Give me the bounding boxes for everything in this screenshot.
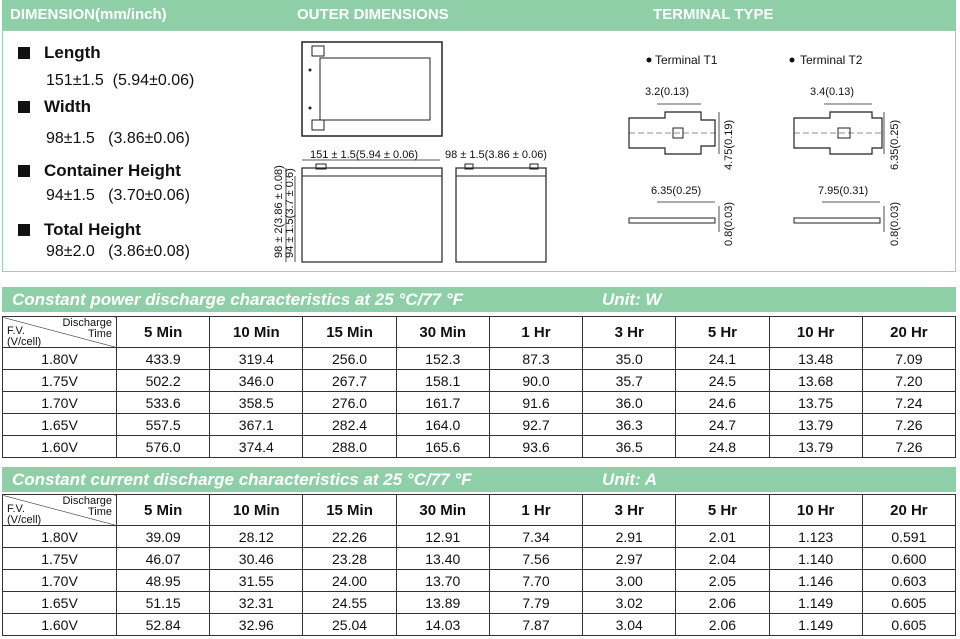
current-value-cell: 7.70 <box>489 570 582 592</box>
power-table-row <box>3 414 956 436</box>
power-table <box>2 316 956 458</box>
power-value-cell: 288.0 <box>303 436 396 458</box>
power-value-cell: 13.48 <box>769 348 862 370</box>
power-col-header: 20 Hr <box>862 317 955 348</box>
header-terminal-type: TERMINAL TYPE <box>653 6 774 23</box>
power-value-cell: 35.7 <box>583 370 676 392</box>
power-section-unit: Unit: W <box>602 290 662 309</box>
power-value-cell: 36.5 <box>583 436 676 458</box>
bullet-icon <box>18 101 30 113</box>
current-value-cell: 7.34 <box>489 526 582 548</box>
power-value-cell: 24.8 <box>676 436 769 458</box>
dim-length-label: Length <box>18 43 101 63</box>
power-table-row <box>3 436 956 458</box>
outer-dimensions-drawing <box>260 36 570 266</box>
current-value-cell: 30.46 <box>210 548 303 570</box>
power-value-cell: 346.0 <box>210 370 303 392</box>
bullet-icon <box>18 47 30 59</box>
power-value-cell: 433.9 <box>117 348 210 370</box>
power-value-cell: 13.75 <box>769 392 862 414</box>
current-col-header: 3 Hr <box>583 495 676 526</box>
power-value-cell: 557.5 <box>117 414 210 436</box>
outer-width-dim: 98 ± 1.5(3.86 ± 0.06) <box>445 149 547 161</box>
power-fv-cell: 1.75V <box>3 370 117 392</box>
power-value-cell: 533.6 <box>117 392 210 414</box>
current-header-row <box>3 495 956 526</box>
power-value-cell: 256.0 <box>303 348 396 370</box>
current-value-cell: 13.70 <box>396 570 489 592</box>
t1-dim-b: 4.75(0.19) <box>723 119 735 170</box>
t1-dim-a: 3.2(0.13) <box>645 86 690 98</box>
power-value-cell: 13.79 <box>769 436 862 458</box>
current-value-cell: 1.149 <box>769 614 862 636</box>
current-corner-cell: Discharge Time F.V. (V/cell) <box>3 495 117 526</box>
current-value-cell: 48.95 <box>117 570 210 592</box>
header-outer-dimensions: OUTER DIMENSIONS <box>297 6 449 23</box>
power-col-header: 10 Min <box>210 317 303 348</box>
current-col-header: 5 Min <box>117 495 210 526</box>
dim-container-height-label: Container Height <box>18 161 181 181</box>
current-table-row <box>3 548 956 570</box>
power-fv-cell: 1.60V <box>3 436 117 458</box>
current-value-cell: 3.04 <box>583 614 676 636</box>
current-col-header: 15 Min <box>303 495 396 526</box>
power-value-cell: 282.4 <box>303 414 396 436</box>
power-col-header: 1 Hr <box>489 317 582 348</box>
current-col-header: 30 Min <box>396 495 489 526</box>
power-table-row <box>3 392 956 414</box>
power-header-row <box>3 317 956 348</box>
current-table-row <box>3 614 956 636</box>
t1-dim-c: 6.35(0.25) <box>651 185 702 197</box>
power-value-cell: 576.0 <box>117 436 210 458</box>
power-value-cell: 13.79 <box>769 414 862 436</box>
power-fv-cell: 1.70V <box>3 392 117 414</box>
power-value-cell: 35.0 <box>583 348 676 370</box>
power-value-cell: 367.1 <box>210 414 303 436</box>
current-table-row <box>3 592 956 614</box>
current-value-cell: 14.03 <box>396 614 489 636</box>
power-value-cell: 7.20 <box>862 370 955 392</box>
dim-container-height-value: 94±1.5 (3.70±0.06) <box>46 187 190 204</box>
current-value-cell: 2.06 <box>676 614 769 636</box>
power-col-header: 30 Min <box>396 317 489 348</box>
current-value-cell: 1.146 <box>769 570 862 592</box>
current-value-cell: 51.15 <box>117 592 210 614</box>
dim-width-label: Width <box>18 97 91 117</box>
power-value-cell: 164.0 <box>396 414 489 436</box>
power-value-cell: 7.24 <box>862 392 955 414</box>
power-value-cell: 24.6 <box>676 392 769 414</box>
power-value-cell: 36.3 <box>583 414 676 436</box>
current-value-cell: 2.91 <box>583 526 676 548</box>
current-value-cell: 1.123 <box>769 526 862 548</box>
power-value-cell: 92.7 <box>489 414 582 436</box>
power-value-cell: 93.6 <box>489 436 582 458</box>
power-col-header: 3 Hr <box>583 317 676 348</box>
power-value-cell: 87.3 <box>489 348 582 370</box>
power-table-row <box>3 348 956 370</box>
power-value-cell: 165.6 <box>396 436 489 458</box>
power-value-cell: 358.5 <box>210 392 303 414</box>
power-value-cell: 90.0 <box>489 370 582 392</box>
t2-dim-a: 3.4(0.13) <box>810 86 855 98</box>
terminal-t1-label: Terminal T1 <box>655 53 718 67</box>
power-col-header: 5 Min <box>117 317 210 348</box>
current-value-cell: 28.12 <box>210 526 303 548</box>
power-value-cell: 24.5 <box>676 370 769 392</box>
current-table-row <box>3 570 956 592</box>
t2-dim-c: 7.95(0.31) <box>818 185 869 197</box>
current-section-bar <box>2 467 956 492</box>
current-value-cell: 0.591 <box>862 526 955 548</box>
current-section-unit: Unit: A <box>602 470 658 489</box>
current-value-cell: 1.140 <box>769 548 862 570</box>
dim-width-value: 98±1.5 (3.86±0.06) <box>46 130 190 147</box>
top-view-inner <box>320 58 430 120</box>
terminal-icon <box>312 46 324 56</box>
current-fv-cell: 1.80V <box>3 526 117 548</box>
current-value-cell: 23.28 <box>303 548 396 570</box>
current-value-cell: 2.06 <box>676 592 769 614</box>
current-section-title: Constant current discharge characteristics at 25 °C/77 °F <box>12 470 472 489</box>
bullet-icon <box>18 224 30 236</box>
current-fv-cell: 1.65V <box>3 592 117 614</box>
terminal-t2-label: Terminal T2 <box>800 53 863 67</box>
outer-total-height-dim: 98 ± 2(3.86 ± 0.08) <box>273 165 285 258</box>
power-value-cell: 24.7 <box>676 414 769 436</box>
current-value-cell: 2.01 <box>676 526 769 548</box>
current-fv-cell: 1.75V <box>3 548 117 570</box>
power-table-row <box>3 370 956 392</box>
current-value-cell: 32.31 <box>210 592 303 614</box>
current-value-cell: 12.91 <box>396 526 489 548</box>
terminal-t1-side <box>629 218 715 223</box>
terminal-t2-drawing <box>780 46 910 256</box>
current-value-cell: 2.97 <box>583 548 676 570</box>
power-value-cell: 319.4 <box>210 348 303 370</box>
current-table <box>2 494 956 636</box>
power-value-cell: 152.3 <box>396 348 489 370</box>
current-value-cell: 52.84 <box>117 614 210 636</box>
current-value-cell: 1.149 <box>769 592 862 614</box>
power-value-cell: 267.7 <box>303 370 396 392</box>
power-value-cell: 276.0 <box>303 392 396 414</box>
current-value-cell: 24.55 <box>303 592 396 614</box>
current-value-cell: 7.56 <box>489 548 582 570</box>
power-col-header: 10 Hr <box>769 317 862 348</box>
power-col-header: 15 Min <box>303 317 396 348</box>
current-value-cell: 39.09 <box>117 526 210 548</box>
power-corner-cell: Discharge Time F.V. (V/cell) <box>3 317 117 348</box>
current-col-header: 1 Hr <box>489 495 582 526</box>
current-value-cell: 25.04 <box>303 614 396 636</box>
current-value-cell: 31.55 <box>210 570 303 592</box>
outer-container-height-dim: 94 ± 1.5(3.7 ± 0.6) <box>284 168 296 258</box>
power-value-cell: 13.68 <box>769 370 862 392</box>
current-value-cell: 2.04 <box>676 548 769 570</box>
current-fv-cell: 1.70V <box>3 570 117 592</box>
dim-total-height-value: 98±2.0 (3.86±0.08) <box>46 243 190 260</box>
current-value-cell: 32.96 <box>210 614 303 636</box>
outer-length-dim: 151 ± 1.5(5.94 ± 0.06) <box>310 149 419 161</box>
power-value-cell: 502.2 <box>117 370 210 392</box>
front-view-outline <box>302 168 442 262</box>
side-view-outline <box>456 168 546 262</box>
t2-dim-b: 6.35(0.25) <box>889 119 901 170</box>
current-value-cell: 7.87 <box>489 614 582 636</box>
current-table-row <box>3 526 956 548</box>
current-value-cell: 24.00 <box>303 570 396 592</box>
power-value-cell: 374.4 <box>210 436 303 458</box>
power-value-cell: 91.6 <box>489 392 582 414</box>
power-value-cell: 36.0 <box>583 392 676 414</box>
power-fv-cell: 1.80V <box>3 348 117 370</box>
power-col-header: 5 Hr <box>676 317 769 348</box>
current-col-header: 5 Hr <box>676 495 769 526</box>
power-section-bar <box>2 287 956 312</box>
current-value-cell: 22.26 <box>303 526 396 548</box>
power-value-cell: 161.7 <box>396 392 489 414</box>
header-dimension: DIMENSION(mm/inch) <box>10 6 167 23</box>
power-value-cell: 7.09 <box>862 348 955 370</box>
power-section-title: Constant power discharge characteristics at 25 °C/77 °F <box>12 290 464 309</box>
current-value-cell: 0.605 <box>862 614 955 636</box>
current-value-cell: 3.00 <box>583 570 676 592</box>
current-value-cell: 2.05 <box>676 570 769 592</box>
t1-dim-d: 0.8(0.03) <box>723 201 735 246</box>
dim-total-height-label: Total Height <box>18 220 141 240</box>
current-col-header: 20 Hr <box>862 495 955 526</box>
power-value-cell: 158.1 <box>396 370 489 392</box>
current-value-cell: 0.603 <box>862 570 955 592</box>
power-value-cell: 24.1 <box>676 348 769 370</box>
current-value-cell: 46.07 <box>117 548 210 570</box>
current-col-header: 10 Hr <box>769 495 862 526</box>
bullet-icon <box>18 165 30 177</box>
current-value-cell: 13.89 <box>396 592 489 614</box>
current-fv-cell: 1.60V <box>3 614 117 636</box>
current-value-cell: 3.02 <box>583 592 676 614</box>
current-col-header: 10 Min <box>210 495 303 526</box>
current-value-cell: 13.40 <box>396 548 489 570</box>
t2-dim-d: 0.8(0.03) <box>889 201 901 246</box>
current-value-cell: 0.600 <box>862 548 955 570</box>
dim-length-value: 151±1.5 (5.94±0.06) <box>46 72 195 89</box>
terminal-t2-side <box>794 218 880 223</box>
power-value-cell: 7.26 <box>862 436 955 458</box>
power-fv-cell: 1.65V <box>3 414 117 436</box>
current-value-cell: 7.79 <box>489 592 582 614</box>
terminal-icon <box>312 120 324 130</box>
terminal-t1-drawing <box>615 46 745 256</box>
current-value-cell: 0.605 <box>862 592 955 614</box>
power-value-cell: 7.26 <box>862 414 955 436</box>
